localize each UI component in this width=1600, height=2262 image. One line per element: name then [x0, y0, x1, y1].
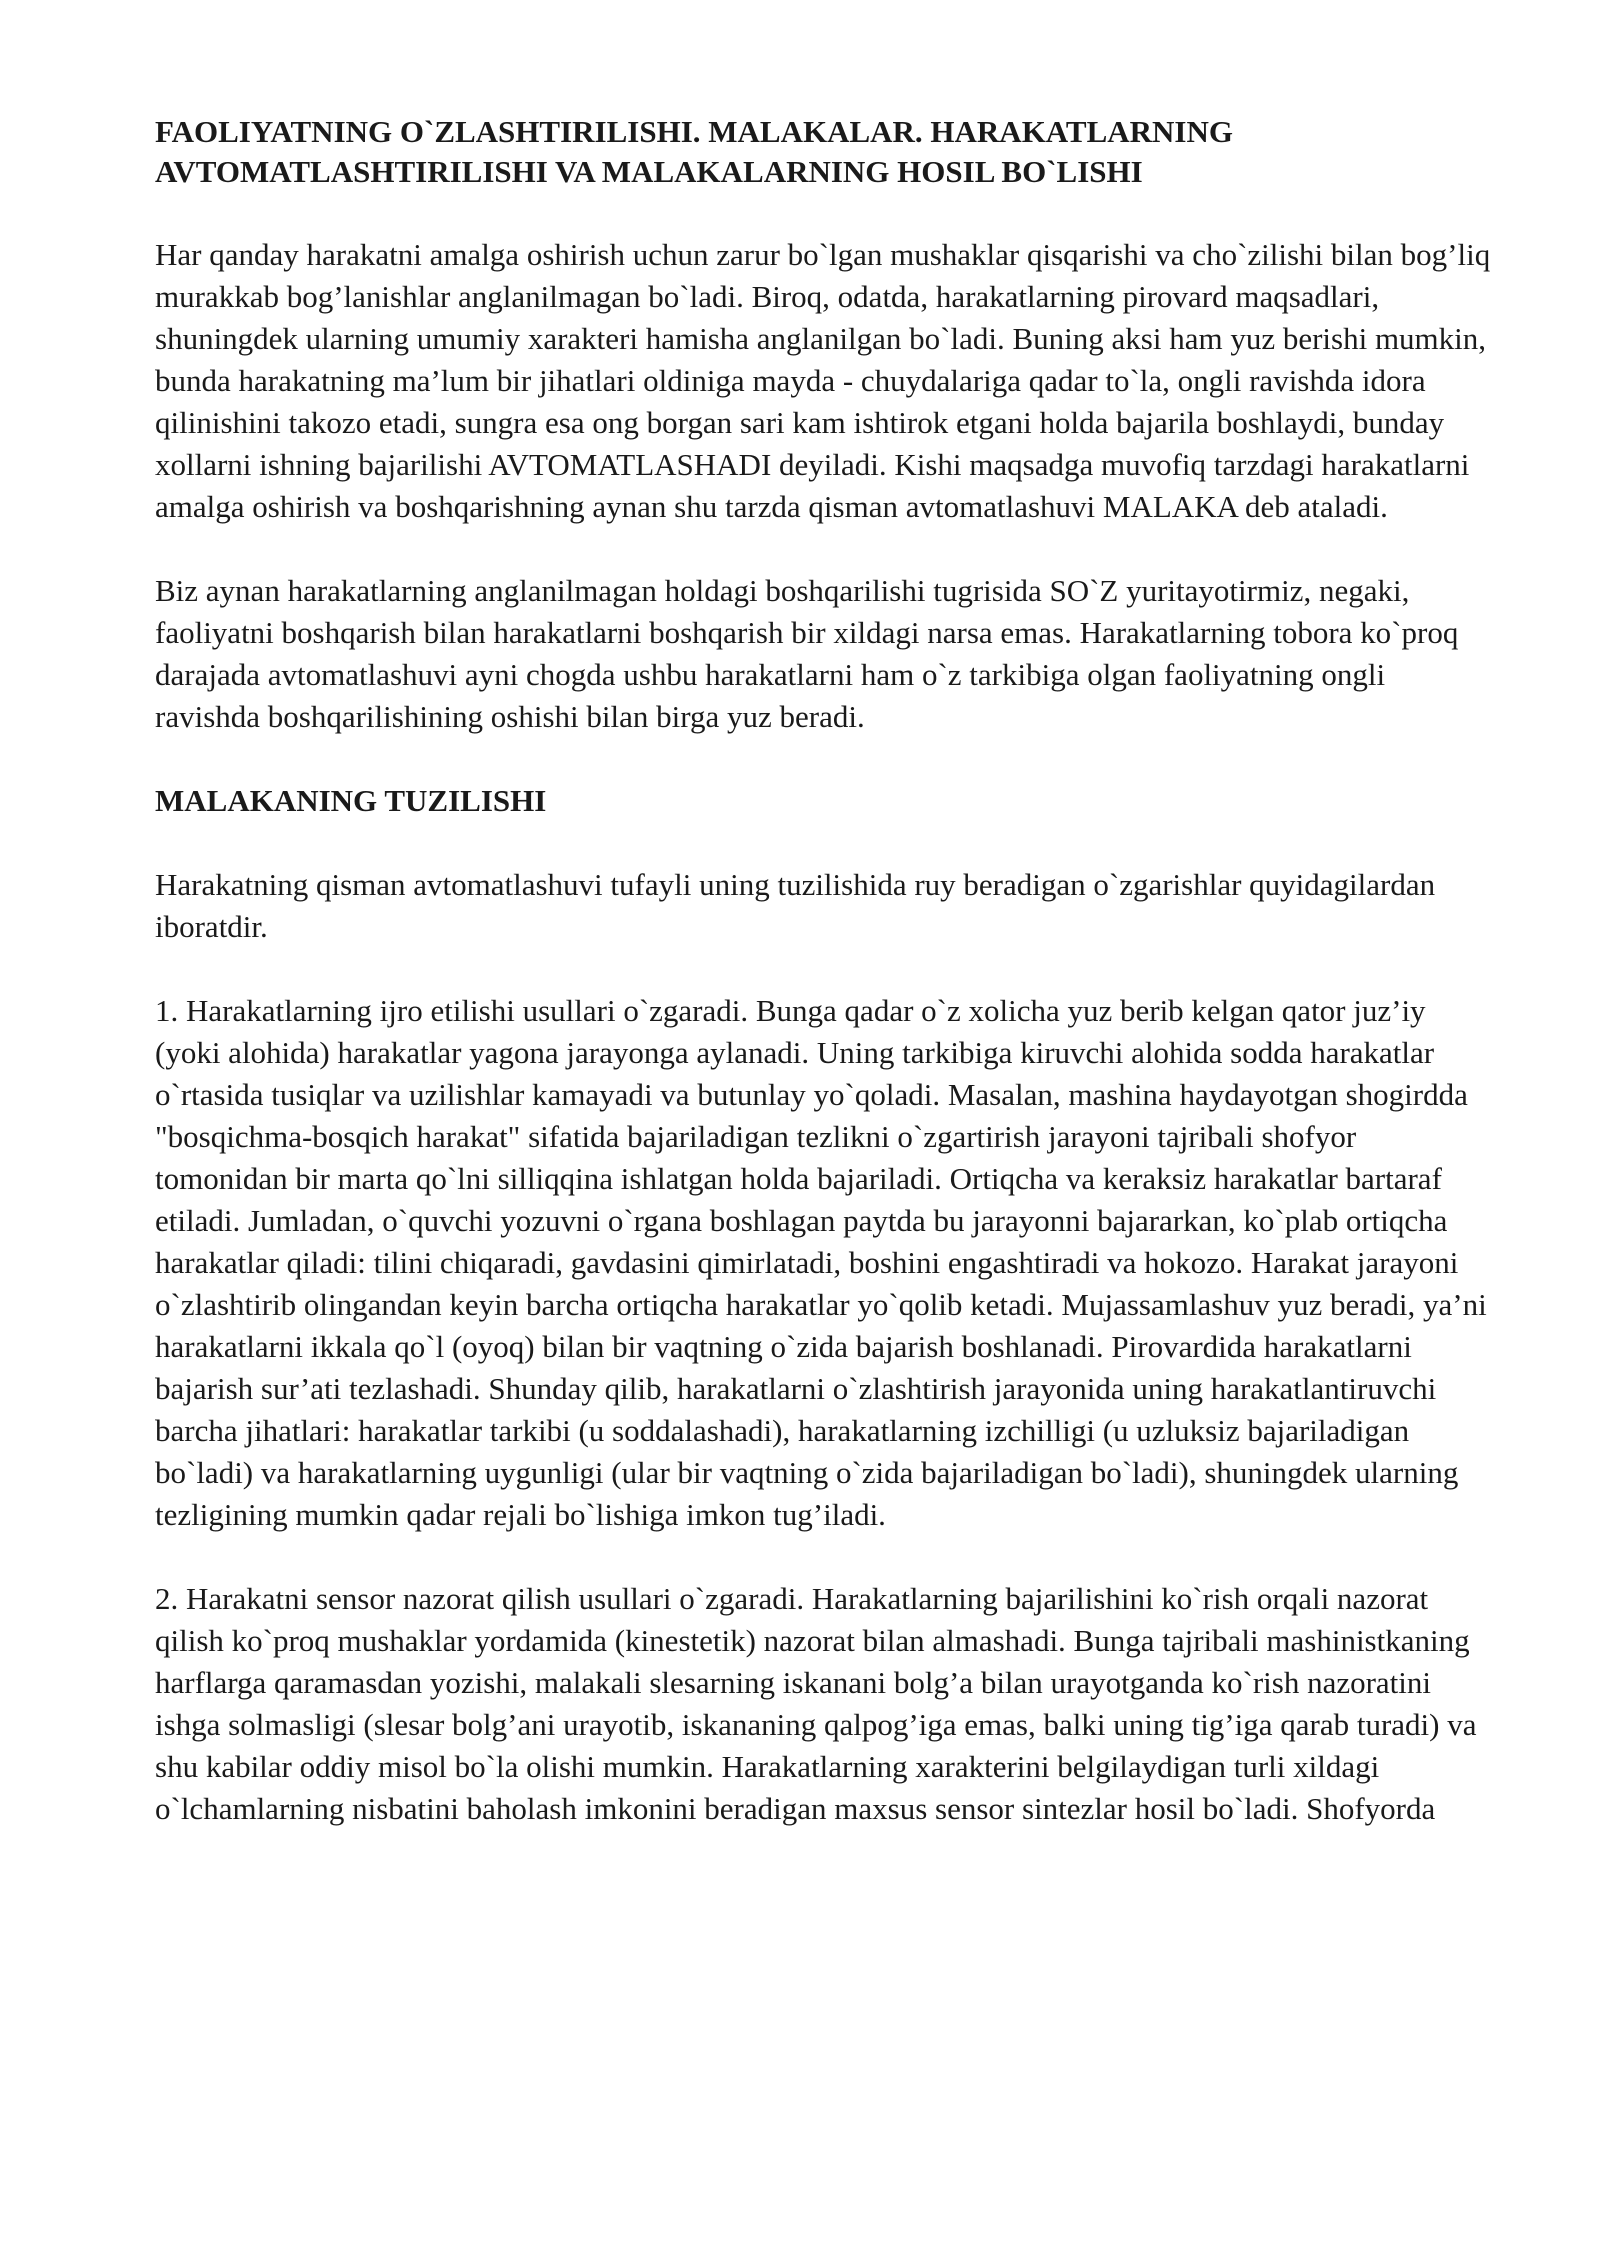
paragraph: Har qanday harakatni amalga oshirish uchun zarur bo`lgan mushaklar qisqarishi va cho`zilishi bilan bog’liq murakkab bog’lanishlar anglanilmagan bo`ladi. Biroq, odatda, harakatlarning pirovard maqsadlari, shuningdek ularning umumiy xarakteri hamisha anglanilgan bo`ladi. Buning aksi ham yuz berishi mumkin, bunda harakatning ma’lum bir jihatlari oldiniga mayda - chuydalariga qadar to`la, ongli ravishda idora qilinishini takozo etadi, sungra esa ong borgan sari kam ishtirok etgani holda bajarila boshlaydi, bunday xollarni ishning bajarilishi AVTOMATLASHADI deyiladi. Kishi maqsadga muvofiq tarzdagi harakatlarni amalga oshirish va boshqarishning aynan shu tarzda qisman avtomatlashuvi MALAKA deb ataladi.: [155, 237, 1491, 524]
paragraph: Harakatning qisman avtomatlashuvi tufayli uning tuzilishida ruy beradigan o`zgarishlar quyidagilardan iboratdir.: [155, 867, 1436, 944]
document-title: [155, 112, 1495, 192]
paragraph: 1. Harakatlarning ijro etilishi usullari o`zgaradi. Bunga qadar o`z xolicha yuz berib kelgan qator juz’iy (yoki alohida) harakatlar yagona jarayonga aylanadi. Uning tarkibiga kiruvchi alohida sodda harakatlar o`rtasida tusiqlar va uzilishlar kamayadi va butunlay yo`qoladi. Masalan, mashina haydayotgan shogirdda "bosqichma-bosqich harakat" sifatida bajariladigan tezlikni o`zgartirish jarayoni tajribali shofyor tomonidan bir marta qo`lni silliqqina ishlatgan holda bajariladi. Ortiqcha va keraksiz harakatlar bartaraf etiladi. Jumladan, o`quvchi yozuvni o`rgana boshlagan paytda bu jarayonni bajararkan, ko`plab ortiqcha harakatlar qiladi: tilini chiqaradi, gavdasini qimirlatadi, boshini engashtiradi va hokozo. Harakat jarayoni o`zlashtirib olingandan keyin barcha ortiqcha harakatlar yo`qolib ketadi. Mujassamlashuv yuz beradi, ya’ni harakatlarni ikkala qo`l (oyoq) bilan bir vaqtning o`zida bajarish boshlanadi. Pirovardida harakatlarni bajarish sur’ati tezlashadi. Shunday qilib, harakatlarni o`zlashtirish jarayonida uning harakatlantiruvchi barcha jihatlari: harakatlar tarkibi (u soddalashadi), harakatlarning izchilligi (u uzluksiz bajariladigan bo`ladi) va harakatlarning uygunligi (ular bir vaqtning o`zida bajariladigan bo`ladi), shuningdek ularning tezligining mumkin qadar rejali bo`lishiga imkon tug’iladi.: [155, 993, 1487, 1532]
document-title-line-2: AVTOMATLASHTIRILISHI VA MALAKALARNING HOSIL BO`LISHI: [155, 154, 1143, 189]
paragraph: Biz aynan harakatlarning anglanilmagan holdagi boshqarilishi tugrisida SO`Z yuritayotirmiz, negaki, faoliyatni boshqarish bilan harakatlarni boshqarish bir xildagi narsa emas. Harakatlarning tobora ko`proq darajada avtomatlashuvi ayni chogda ushbu harakatlarni ham o`z tarkibiga olgan faoliyatning ongli ravishda boshqarilishining oshishi bilan birga yuz beradi.: [155, 573, 1459, 734]
document-page: [155, 112, 1495, 1872]
section-heading: MALAKANING TUZILISHI: [155, 783, 547, 818]
document-title-line-1: FAOLIYATNING O`ZLASHTIRILISHI. MALAKALAR. HARAKATLARNING: [155, 114, 1233, 149]
paragraph: 2. Harakatni sensor nazorat qilish usullari o`zgaradi. Harakatlarning bajarilishini ko`rish orqali nazorat qilish ko`proq mushaklar yordamida (kinestetik) nazorat bilan almashadi. Bunga tajribali mashinistkaning harflarga qaramasdan yozishi, malakali slesarning iskanani bolg’a bilan urayotganda ko`rish nazoratini ishga solmasligi (slesar bolg’ani urayotib, iskananing qalpog’iga emas, balki uning tig’iga qarab turadi) va shu kabilar oddiy misol bo`la olishi mumkin. Harakatlarning xarakterini belgilaydigan turli xildagi o`lchamlarning nisbatini baholash imkonini beradigan maxsus sensor sintezlar hosil bo`ladi. Shofyorda: [155, 1581, 1477, 1826]
